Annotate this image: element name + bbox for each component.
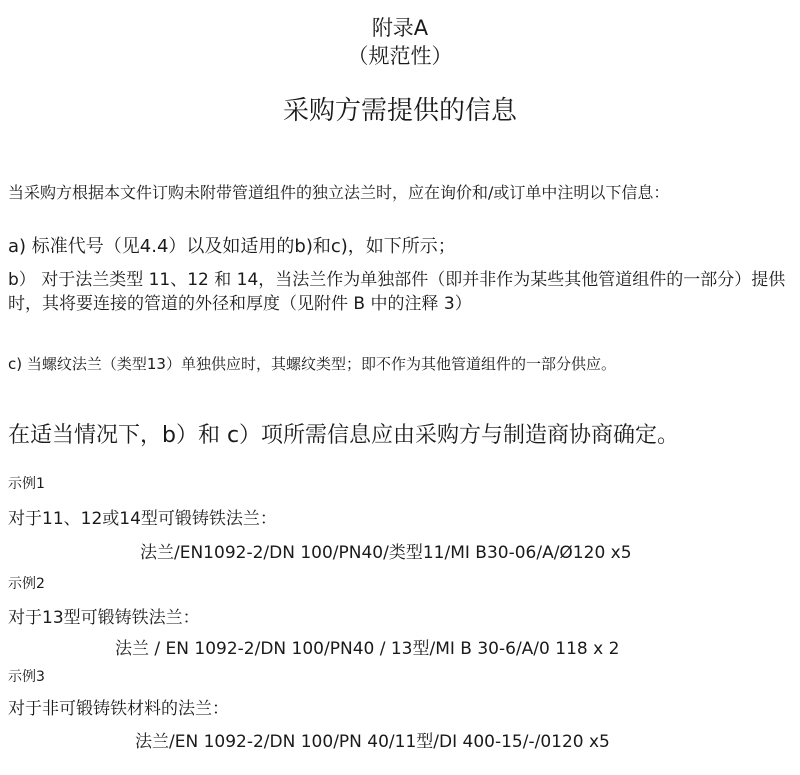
note-paragraph: 在适当情况下，b）和 c）项所需信息应由采购方与制造商协商确定。 xyxy=(8,423,680,448)
example-1-description: 对于11、12或14型可锻铸铁法兰： xyxy=(8,509,277,529)
annex-title: 附录A xyxy=(371,16,429,40)
example-1-label: 示例1 xyxy=(8,476,45,492)
example-1-code: 法兰/EN1092-2/DN 100/PN40/类型11/MI B30-06/A/Ø120 x5 xyxy=(140,543,632,563)
example-3-description: 对于非可锻铸铁材料的法兰： xyxy=(8,699,229,719)
example-2-label: 示例2 xyxy=(8,576,45,592)
example-3-label: 示例3 xyxy=(8,669,45,685)
list-item-a: a) 标准代号（见4.4）以及如适用的b)和c)，如下所示； xyxy=(8,236,456,257)
page-title: 采购方需提供的信息 xyxy=(282,96,517,126)
intro-paragraph: 当采购方根据本文件订购未附带管道组件的独立法兰时，应在询价和/或订单中注明以下信息： xyxy=(8,183,670,202)
annex-subtitle: （规范性） xyxy=(347,44,453,68)
example-2-code: 法兰 / EN 1092-2/DN 100/PN40 / 13型/MI B 30-6/A/0 118 x 2 xyxy=(115,639,620,659)
list-item-b: b） 对于法兰类型 11、12 和 14，当法兰作为单独部件（即并非作为某些其他管道组件的一部分）提供时，其将要连接的管道的外径和厚度（见附件 B 中的注释 3） xyxy=(8,270,786,314)
list-item-c: c) 当螺纹法兰（类型13）单独供应时，其螺纹类型；即不作为其他管道组件的一部分供应。 xyxy=(8,355,616,373)
example-2-description: 对于13型可锻铸铁法兰： xyxy=(8,608,200,628)
example-3-code: 法兰/EN 1092-2/DN 100/PN 40/11型/DI 400-15/-/0120 x5 xyxy=(135,732,610,752)
